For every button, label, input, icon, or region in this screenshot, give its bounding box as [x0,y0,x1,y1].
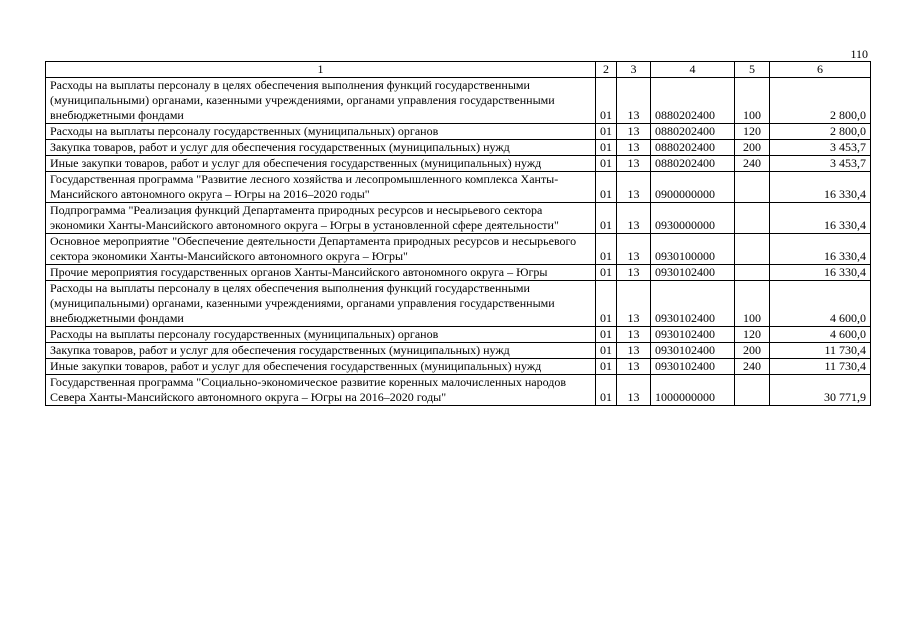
table-row [46,343,871,359]
amount: 16 330,4 [770,265,871,281]
target-article-code: 0880202400 [651,156,735,172]
subsection-code: 13 [617,124,651,140]
row-description: Прочие мероприятия государственных органов Ханты-Мансийского автономного округа – Югры [46,265,596,281]
budget-table [45,61,871,406]
row-description: Основное мероприятие "Обеспечение деятельности Департамента природных ресурсов и несырьевого сектора экономики Ханты-Мансийского автономного округа – Югры" [46,234,596,265]
row-description: Иные закупки товаров, работ и услуг для обеспечения государственных (муниципальных) нужд [46,359,596,375]
section-code: 01 [596,78,617,124]
row-description: Иные закупки товаров, работ и услуг для обеспечения государственных (муниципальных) нужд [46,156,596,172]
subsection-code: 13 [617,203,651,234]
section-code: 01 [596,265,617,281]
amount: 4 600,0 [770,327,871,343]
target-article-code: 0930102400 [651,281,735,327]
target-article-code: 0880202400 [651,124,735,140]
amount: 16 330,4 [770,172,871,203]
section-code: 01 [596,203,617,234]
subsection-code: 13 [617,234,651,265]
section-code: 01 [596,172,617,203]
target-article-code: 0930102400 [651,265,735,281]
subsection-code: 13 [617,156,651,172]
expense-type-code [735,375,770,406]
table-row [46,140,871,156]
section-code: 01 [596,359,617,375]
page-number: 110 [850,47,868,61]
row-description: Государственная программа "Социально-экономическое развитие коренных малочисленных народов Севера Ханты-Мансийского автономного округа – Югры на 2016–2020 годы" [46,375,596,406]
target-article-code: 0930102400 [651,343,735,359]
table-row [46,124,871,140]
expense-type-code: 200 [735,140,770,156]
subsection-code: 13 [617,172,651,203]
expense-type-code: 200 [735,343,770,359]
column-header-6: 6 [770,62,871,78]
amount: 11 730,4 [770,359,871,375]
subsection-code: 13 [617,78,651,124]
expense-type-code: 120 [735,124,770,140]
target-article-code: 1000000000 [651,375,735,406]
section-code: 01 [596,140,617,156]
subsection-code: 13 [617,375,651,406]
row-description: Расходы на выплаты персоналу в целях обеспечения выполнения функций государственными (муниципальными) органами, казенными учреждениями, органами управления государственными внебюджетными фондами [46,78,596,124]
section-code: 01 [596,124,617,140]
subsection-code: 13 [617,343,651,359]
table-row [46,78,871,124]
amount: 16 330,4 [770,234,871,265]
target-article-code: 0930000000 [651,203,735,234]
row-description: Подпрограмма "Реализация функций Департамента природных ресурсов и несырьевого сектора экономики Ханты-Мансийского автономного округа – Югры в установленной сфере деятельности" [46,203,596,234]
table-row [46,375,871,406]
row-description: Закупка товаров, работ и услуг для обеспечения государственных (муниципальных) нужд [46,343,596,359]
target-article-code: 0900000000 [651,172,735,203]
amount: 3 453,7 [770,156,871,172]
section-code: 01 [596,234,617,265]
table-row [46,265,871,281]
expense-type-code [735,265,770,281]
row-description: Государственная программа "Развитие лесного хозяйства и лесопромышленного комплекса Ханты-Мансийского автономного округа – Югры на 2016–2020 годы" [46,172,596,203]
table-row [46,327,871,343]
expense-type-code [735,172,770,203]
target-article-code: 0880202400 [651,78,735,124]
amount: 2 800,0 [770,124,871,140]
table-row [46,281,871,327]
section-code: 01 [596,343,617,359]
subsection-code: 13 [617,327,651,343]
target-article-code: 0930102400 [651,327,735,343]
amount: 16 330,4 [770,203,871,234]
amount: 3 453,7 [770,140,871,156]
table-row [46,203,871,234]
expense-type-code: 100 [735,281,770,327]
amount: 4 600,0 [770,281,871,327]
section-code: 01 [596,281,617,327]
column-header-3: 3 [617,62,651,78]
section-code: 01 [596,375,617,406]
column-header-1: 1 [46,62,596,78]
subsection-code: 13 [617,281,651,327]
target-article-code: 0930100000 [651,234,735,265]
column-header-2: 2 [596,62,617,78]
section-code: 01 [596,156,617,172]
expense-type-code: 120 [735,327,770,343]
section-code: 01 [596,327,617,343]
amount: 30 771,9 [770,375,871,406]
row-description: Расходы на выплаты персоналу в целях обеспечения выполнения функций государственными (муниципальными) органами, казенными учреждениями, органами управления государственными внебюджетными фондами [46,281,596,327]
expense-type-code: 240 [735,156,770,172]
table-header-row [46,62,871,78]
row-description: Расходы на выплаты персоналу государственных (муниципальных) органов [46,124,596,140]
expense-type-code: 240 [735,359,770,375]
subsection-code: 13 [617,265,651,281]
expense-type-code: 100 [735,78,770,124]
subsection-code: 13 [617,140,651,156]
table-row [46,234,871,265]
expense-type-code [735,234,770,265]
table-row [46,172,871,203]
subsection-code: 13 [617,359,651,375]
target-article-code: 0880202400 [651,140,735,156]
row-description: Закупка товаров, работ и услуг для обеспечения государственных (муниципальных) нужд [46,140,596,156]
table-row [46,359,871,375]
row-description: Расходы на выплаты персоналу государственных (муниципальных) органов [46,327,596,343]
table-row [46,156,871,172]
column-header-4: 4 [651,62,735,78]
target-article-code: 0930102400 [651,359,735,375]
expense-type-code [735,203,770,234]
column-header-5: 5 [735,62,770,78]
amount: 11 730,4 [770,343,871,359]
amount: 2 800,0 [770,78,871,124]
